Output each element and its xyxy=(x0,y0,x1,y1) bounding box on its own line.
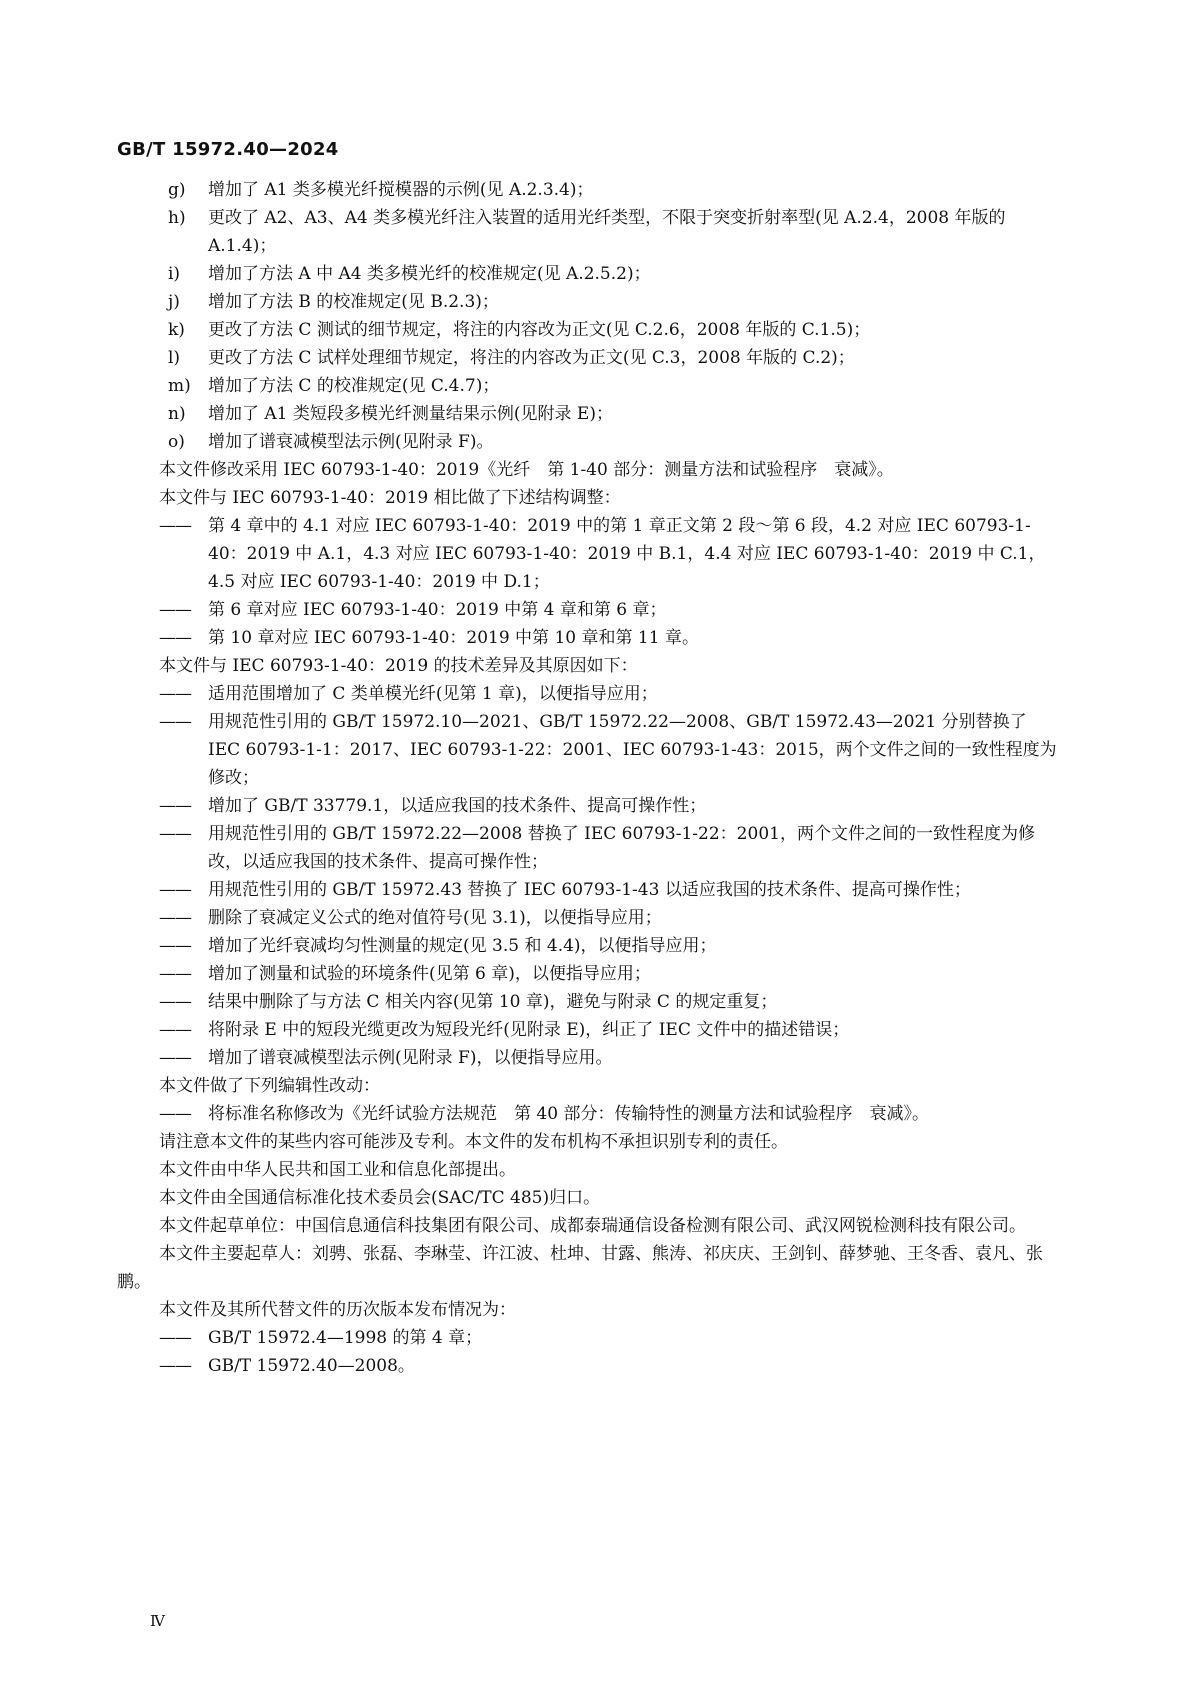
structure-intro: 本文件与 IEC 60793-1-40：2019 相比做了下述结构调整： xyxy=(159,488,621,508)
tech-diff-item xyxy=(117,904,1057,932)
tech-diff-item xyxy=(117,708,1057,792)
dash-item-text: 第 6 章对应 IEC 60793-1-40：2019 中第 4 章和第 6 章； xyxy=(208,600,667,620)
item-marker: l) xyxy=(168,348,181,368)
dash-item-text: 删除了衰减定义公式的绝对值符号(见 3.1)，以便指导应用； xyxy=(208,908,662,928)
item-marker: k) xyxy=(168,320,185,340)
dash-item-text: 适用范围增加了 C 类单模光纤(见第 1 章)，以便指导应用； xyxy=(208,684,658,704)
drafters: 本文件主要起草人：刘骋、张磊、李琳莹、许江波、杜坤、甘露、熊涛、祁庆庆、王剑钊、薛梦驰、王冬香、袁凡、张鹏。 xyxy=(117,1244,1043,1292)
dash-item-text: 增加了测量和试验的环境条件(见第 6 章)，以便指导应用； xyxy=(208,964,651,984)
editorial-item xyxy=(117,1100,1057,1128)
tech-diff-item xyxy=(117,876,1057,904)
dash-marker: —— xyxy=(159,628,191,648)
amendment-item xyxy=(117,400,1057,428)
dash-marker: —— xyxy=(159,1328,191,1348)
tech-diff-item xyxy=(117,792,1057,820)
item-marker: o) xyxy=(168,432,185,452)
page-number: Ⅳ xyxy=(150,1612,165,1630)
tech-diff-item xyxy=(117,680,1057,708)
amendment-item xyxy=(117,372,1057,400)
item-marker: j) xyxy=(168,292,180,312)
item-text: 增加了方法 A 中 A4 类多模光纤的校准规定(见 A.2.5.2)； xyxy=(208,264,651,284)
dash-item-text: 增加了谱衰减模型法示例(见附录 F)，以便指导应用。 xyxy=(208,1048,613,1068)
item-text: 增加了 A1 类短段多模光纤测量结果示例(见附录 E)； xyxy=(208,404,613,424)
dash-marker: —— xyxy=(159,1104,191,1124)
dash-marker: —— xyxy=(159,880,191,900)
amendment-item xyxy=(117,428,1057,456)
dash-marker: —— xyxy=(159,908,191,928)
amendment-item xyxy=(117,204,1057,260)
item-marker: m) xyxy=(168,376,191,396)
patent-note: 请注意本文件的某些内容可能涉及专利。本文件的发布机构不承担识别专利的责任。 xyxy=(159,1132,788,1152)
dash-item-text: GB/T 15972.4—1998 的第 4 章； xyxy=(208,1328,483,1348)
tech-diff-item xyxy=(117,1016,1057,1044)
centralized-statement: 本文件由全国通信标准化技术委员会(SAC/TC 485)归口。 xyxy=(159,1188,601,1208)
item-text: 更改了 A2、A3、A4 类多模光纤注入装置的适用光纤类型，不限于突变折射率型(见 A.2.4，2008 年版的 A.1.4)； xyxy=(208,208,1006,256)
editorial-intro: 本文件做了下列编辑性改动： xyxy=(159,1076,380,1096)
adoption-statement: 本文件修改采用 IEC 60793-1-40：2019《光纤 第 1-40 部分：测量方法和试验程序 衰减》。 xyxy=(159,460,894,480)
item-marker: n) xyxy=(168,404,186,424)
item-marker: h) xyxy=(168,208,186,228)
item-text: 更改了方法 C 试样处理细节规定，将注的内容改为正文(见 C.3，2008 年版的 C.2)； xyxy=(208,348,855,368)
dash-item-text: 第 10 章对应 IEC 60793-1-40：2019 中第 10 章和第 11 章。 xyxy=(208,628,699,648)
tech-diff-item xyxy=(117,988,1057,1016)
item-text: 增加了谱衰减模型法示例(见附录 F)。 xyxy=(208,432,494,452)
history-item xyxy=(117,1352,1057,1380)
dash-item-text: 用规范性引用的 GB/T 15972.22—2008 替换了 IEC 60793-1-22：2001，两个文件之间的一致性程度为修改，以适应我国的技术条件、提高可操作性； xyxy=(208,824,1035,872)
structure-item xyxy=(117,512,1057,596)
dash-marker: —— xyxy=(159,936,191,956)
dash-marker: —— xyxy=(159,1020,191,1040)
dash-marker: —— xyxy=(159,712,191,732)
dash-marker: —— xyxy=(159,964,191,984)
dash-item-text: 将附录 E 中的短段光缆更改为短段光纤(见附录 E)，纠正了 IEC 文件中的描述错误； xyxy=(208,1020,850,1040)
document-body xyxy=(117,176,1057,1380)
dash-item-text: 增加了 GB/T 33779.1，以适应我国的技术条件、提高可操作性； xyxy=(208,796,707,816)
amendment-item xyxy=(117,344,1057,372)
item-marker: i) xyxy=(168,264,181,284)
item-text: 增加了方法 C 的校准规定(见 C.4.7)； xyxy=(208,376,500,396)
amendment-item xyxy=(117,176,1057,204)
structure-item xyxy=(117,624,1057,652)
dash-marker: —— xyxy=(159,684,191,704)
dash-marker: —— xyxy=(159,796,191,816)
dash-marker: —— xyxy=(159,824,191,844)
tech-diff-item xyxy=(117,820,1057,876)
dash-item-text: 用规范性引用的 GB/T 15972.10—2021、GB/T 15972.22—2008、GB/T 15972.43—2021 分别替换了 IEC 60793-1-1：2017、IEC 60793-1-22：2001、IEC 60793-1-43：2015，两个文件之间的一致性程度为修改； xyxy=(208,712,1057,788)
amendment-item xyxy=(117,288,1057,316)
dash-item-text: 第 4 章中的 4.1 对应 IEC 60793-1-40：2019 中的第 1 章正文第 2 段～第 6 段，4.2 对应 IEC 60793-1-40：2019 中 A.1，4.3 对应 IEC 60793-1-40：2019 中 B.1，4.4 对应 IEC 60793-1-40：2019 中 C.1，4.5 对应 IEC 60793-1-40：2019 中 D.1； xyxy=(208,516,1046,592)
dash-item-text: 用规范性引用的 GB/T 15972.43 替换了 IEC 60793-1-43 以适应我国的技术条件、提高可操作性； xyxy=(208,880,971,900)
tech-diff-item xyxy=(117,932,1057,960)
dash-marker: —— xyxy=(159,600,191,620)
document-code: GB/T 15972.40—2024 xyxy=(117,139,339,160)
dash-item-text: GB/T 15972.40—2008。 xyxy=(208,1356,415,1376)
structure-item xyxy=(117,596,1057,624)
dash-item-text: 将标准名称修改为《光纤试验方法规范 第 40 部分：传输特性的测量方法和试验程序 衰减》。 xyxy=(208,1104,929,1124)
drafting-units: 本文件起草单位：中国信息通信科技集团有限公司、成都泰瑞通信设备检测有限公司、武汉网锐检测科技有限公司。 xyxy=(159,1216,1026,1236)
dash-item-text: 增加了光纤衰减均匀性测量的规定(见 3.5 和 4.4)，以便指导应用； xyxy=(208,936,717,956)
tech-diff-intro: 本文件与 IEC 60793-1-40：2019 的技术差异及其原因如下： xyxy=(159,656,638,676)
item-marker: g) xyxy=(168,180,186,200)
history-intro: 本文件及其所代替文件的历次版本发布情况为： xyxy=(159,1300,516,1320)
dash-marker: —— xyxy=(159,1048,191,1068)
item-text: 增加了 A1 类多模光纤搅模器的示例(见 A.2.3.4)； xyxy=(208,180,594,200)
dash-marker: —— xyxy=(159,516,191,536)
amendment-item xyxy=(117,260,1057,288)
tech-diff-item xyxy=(117,960,1057,988)
item-text: 增加了方法 B 的校准规定(见 B.2.3)； xyxy=(208,292,499,312)
dash-item-text: 结果中删除了与方法 C 相关内容(见第 10 章)，避免与附录 C 的规定重复； xyxy=(208,992,778,1012)
amendment-item xyxy=(117,316,1057,344)
history-item xyxy=(117,1324,1057,1352)
proposer-statement: 本文件由中华人民共和国工业和信息化部提出。 xyxy=(159,1160,516,1180)
item-text: 更改了方法 C 测试的细节规定，将注的内容改为正文(见 C.2.6，2008 年版的 C.1.5)； xyxy=(208,320,871,340)
dash-marker: —— xyxy=(159,992,191,1012)
dash-marker: —— xyxy=(159,1356,191,1376)
tech-diff-item xyxy=(117,1044,1057,1072)
